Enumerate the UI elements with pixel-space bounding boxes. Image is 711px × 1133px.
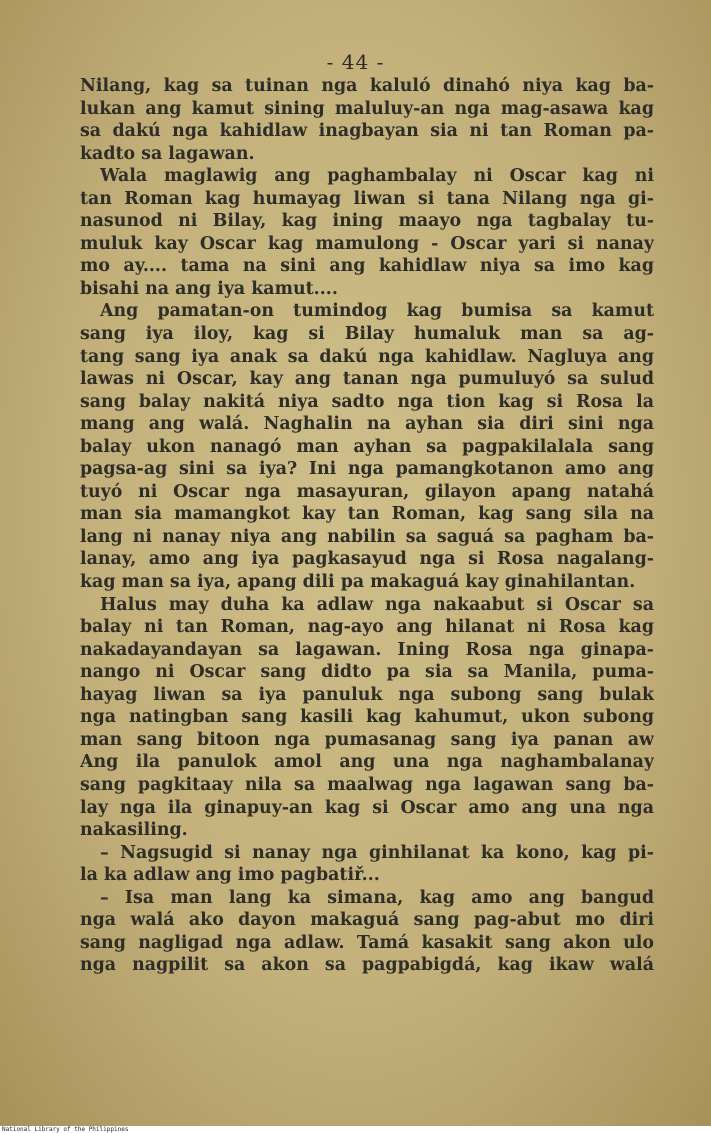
text-line: bisahi na ang iya kamut.... xyxy=(80,278,338,299)
text-line: nakasiling. xyxy=(80,820,188,841)
text-line: muluk kay Oscar kag mamulong - Oscar yari si nanay xyxy=(80,233,654,254)
text-line: man sang bitoon nga pumasanag sang iya panan aw xyxy=(80,729,654,750)
body-text xyxy=(80,75,654,977)
text-line: kag man sa iya, apang dili pa makaguá kay ginahilantan. xyxy=(80,572,636,593)
text-line: nasunod ni Bilay, kag ining maayo nga tagbalay tu- xyxy=(80,211,654,232)
text-line: tuyó ni Oscar nga masayuran, gilayon apang natahá xyxy=(80,481,654,502)
text-line: sang iya iloy, kag si Bilay humaluk man sa ag- xyxy=(80,324,654,345)
text-line: Wala maglawig ang paghambalay ni Oscar kag ni xyxy=(100,166,654,187)
text-line: lanay, amo ang iya pagkasayud nga si Rosa nagalang- xyxy=(80,549,654,570)
text-line: Nilang, kag sa tuinan nga kaluló dinahó niya kag ba- xyxy=(80,76,654,96)
text-line: lang ni nanay niya ang nabilin sa saguá sa pagham ba- xyxy=(80,526,654,547)
text-line: balay ni tan Roman, nag-ayo ang hilanat ni Rosa kag xyxy=(80,617,654,638)
text-line: nango ni Oscar sang didto pa sia sa Manila, puma- xyxy=(80,662,654,683)
text-line: tan Roman kag humayag liwan si tana Nilang nga gi- xyxy=(80,188,654,209)
text-line: sang pagkitaay nila sa maalwag nga lagawan sang ba- xyxy=(80,774,654,795)
text-line: sa dakú nga kahidlaw inagbayan sia ni tan Roman pa- xyxy=(80,121,654,142)
text-line: tang sang iya anak sa dakú nga kahidlaw. Nagluya ang xyxy=(80,346,654,367)
text-line: nga nagpilit sa akon sa pagpabigdá, kag ikaw walá xyxy=(80,955,654,976)
text-line: mo ay.... tama na sini ang kahidlaw niya sa imo kag xyxy=(80,256,654,277)
text-line: nga walá ako dayon makaguá sang pag-abut mo diri xyxy=(80,910,654,931)
text-line: lay nga ila ginapuy-an kag si Oscar amo ang una nga xyxy=(80,797,654,818)
text-line: man sia mamangkot kay tan Roman, kag sang sila na xyxy=(80,504,654,525)
text-line: Halus may duha ka adlaw nga nakaabut si Oscar sa xyxy=(100,594,654,615)
text-line: pagsa-ag sini sa iya? Ini nga pamangkotanon amo ang xyxy=(80,459,654,480)
text-line: lukan ang kamut sining maluluy-an nga mag-asawa kag xyxy=(80,98,654,119)
text-line: kadto sa lagawan. xyxy=(80,143,255,164)
text-line: lawas ni Oscar, kay ang tanan nga pumuluyó sa sulud xyxy=(80,369,654,390)
library-credit: National Library of the Philippines xyxy=(0,1126,711,1133)
text-line: la ka adlaw ang imo pagbatiř... xyxy=(80,865,380,886)
text-line: balay ukon nanagó man ayhan sa pagpakilalala sang xyxy=(80,436,654,457)
text-line: sang nagligad nga adlaw. Tamá kasakit sang akon ulo xyxy=(80,932,654,953)
text-line: hayag liwan sa iya panuluk nga subong sang bulak xyxy=(80,684,654,705)
text-line: sang balay nakitá niya sadto nga tion kag si Rosa la xyxy=(80,391,654,412)
text-line: Ang ila panulok amol ang una nga naghambalanay xyxy=(80,752,654,773)
text-line: Ang pamatan-on tumindog kag bumisa sa kamut xyxy=(100,301,654,322)
text-line: – Nagsugid si nanay nga ginhilanat ka kono, kag pi- xyxy=(100,842,654,863)
text-line: – Isa man lang ka simana, kag amo ang bangud xyxy=(100,887,654,908)
text-line: mang ang walá. Naghalin na ayhan sia diri sini nga xyxy=(80,414,654,435)
text-line: nakadayandayan sa lagawan. Ining Rosa nga ginapa- xyxy=(80,639,654,660)
page-number: - 44 - xyxy=(326,50,385,74)
text-line: nga natingban sang kasili kag kahumut, ukon subong xyxy=(80,707,654,728)
